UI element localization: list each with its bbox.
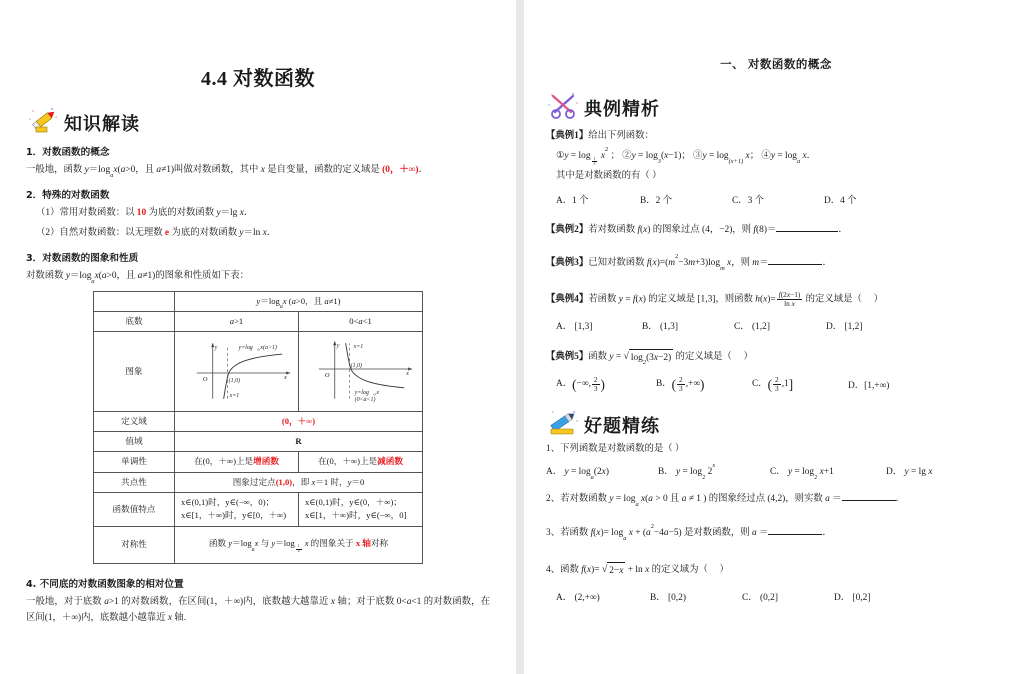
option-c[interactable]: C． (1,2] bbox=[734, 321, 770, 332]
heading-concept: 1．对数函数的概念 bbox=[26, 147, 110, 158]
example-1-items: ①y = log $_{\frac{1}{3}}$ $x^2$ ； ②y = $\log_3(x-1)$； ③y = $\log_{(x+1)} x$； ④y = $\log_a x$． bbox=[556, 145, 817, 166]
graph-increasing bbox=[175, 332, 299, 411]
table-row bbox=[94, 493, 423, 527]
practice-2-num: 2、 bbox=[546, 494, 561, 505]
example-1 bbox=[546, 128, 1006, 146]
answer-blank[interactable] bbox=[776, 223, 838, 232]
svg-text:y=log: y=log bbox=[354, 390, 369, 397]
practice-4-num: 4、 bbox=[546, 564, 561, 575]
answer-blank[interactable] bbox=[768, 526, 822, 535]
table-corner-cell bbox=[94, 291, 175, 311]
practice-1-num: 1、 bbox=[546, 444, 561, 455]
example-5: 【典例5】函数 y = √ $\log_2(3x-2)$ 的定义域是（ ） bbox=[546, 350, 753, 367]
svg-text:x: x bbox=[406, 371, 409, 378]
option-b[interactable]: B． (1,3] bbox=[642, 321, 678, 332]
example-3-tag: 【典例3】 bbox=[546, 258, 589, 269]
svg-text:O: O bbox=[324, 372, 330, 380]
option-c[interactable]: C． $y = \log_2 x+1$ bbox=[770, 467, 834, 481]
svg-text:y: y bbox=[214, 345, 218, 352]
concept-paragraph: 一般地，函数 $y=\log_ax(a>0$，且 a≠1)叫做对数函数，其中 x 是自变量，函数的定义域是 (0，＋∞)． bbox=[26, 165, 428, 179]
knowledge-banner bbox=[26, 105, 490, 135]
common-point-cell: 图象过定点(1,0)，即 x＝1 时，y＝0 bbox=[175, 472, 423, 492]
example-5-tag: 【典例5】 bbox=[546, 351, 589, 362]
option-a[interactable]: A． [1,3] bbox=[556, 321, 593, 332]
example-3: 【典例3】已知对数函数 $f(x)=(m^2-3m+3)\log_m$ x，则 m＝ ． bbox=[546, 253, 832, 273]
option-d[interactable]: D．4 个 bbox=[824, 195, 857, 206]
answer-blank[interactable] bbox=[768, 256, 822, 265]
option-d[interactable]: D． y = lg x bbox=[886, 467, 933, 478]
option-c[interactable]: C．( $\frac{2}{3}$ ,1] bbox=[752, 375, 794, 393]
answer-blank[interactable] bbox=[842, 492, 896, 501]
table-row bbox=[94, 526, 423, 563]
practice-3-num: 3、 bbox=[546, 528, 561, 539]
svg-text:y=log: y=log bbox=[238, 345, 253, 352]
monotonic-left-pre: 在(0，＋∞)上是 bbox=[194, 456, 254, 467]
svg-text:x=1: x=1 bbox=[229, 393, 240, 400]
properties-table bbox=[93, 291, 423, 564]
svg-text:x: x bbox=[376, 390, 380, 397]
heading-special: 2．特殊的对数函数 bbox=[26, 190, 110, 202]
monotonic-right bbox=[299, 452, 423, 472]
domain-value: (0，＋∞) bbox=[382, 165, 419, 175]
monotonic-right-red: 减函数 bbox=[377, 456, 403, 467]
row-label-graph: 图象 bbox=[94, 332, 175, 411]
example-1-question: 其中是对数函数的有（ ） bbox=[556, 170, 662, 181]
practice-1-text: 下列函数是对数函数的是（ ） bbox=[560, 444, 685, 455]
example-5-options bbox=[546, 375, 1006, 393]
monotonic-left bbox=[175, 452, 299, 472]
option-c[interactable]: C． (0,2] bbox=[742, 592, 778, 603]
svg-text:(1,0): (1,0) bbox=[350, 363, 363, 370]
practice-2: 2、若对数函数 $y = \log_a x(a > 0$ 且 a ≠ 1 ) 的图象经过点 (4,2)，则实数 a ＝ ． bbox=[546, 494, 905, 508]
section-title: 一、 对数函数的概念 bbox=[720, 59, 832, 71]
special-item-1: （1）常用对数函数：以 10 为底的对数函数 y＝lg x． bbox=[36, 208, 254, 219]
example-1-options bbox=[546, 192, 1006, 206]
table-row bbox=[94, 291, 423, 311]
symmetry-cell: 函数 $y=\log_ax$ 与 y＝log $_{\frac{1}{a}}$ x 的图象关于 x 轴对称 bbox=[175, 526, 423, 563]
practice-1-options bbox=[546, 462, 1006, 481]
option-b[interactable]: B．2 个 bbox=[640, 195, 673, 206]
value-feature-left bbox=[175, 493, 299, 527]
graph-decreasing bbox=[299, 332, 423, 411]
example-4-options bbox=[546, 318, 1006, 332]
table-row bbox=[94, 332, 423, 411]
option-d[interactable]: D． [1,2] bbox=[826, 321, 863, 332]
table-header-formula: $y=\log_ax$ (a>0，且 a≠1) bbox=[175, 291, 423, 311]
svg-text:(0<a<1): (0<a<1) bbox=[354, 397, 376, 404]
option-a[interactable]: A． (2,+∞) bbox=[556, 592, 600, 603]
value-feature-left-line2: x∈[1，＋∞)时，y∈[0，＋∞) bbox=[181, 510, 287, 521]
page-divider bbox=[516, 0, 524, 674]
row-label-monotonic: 单调性 bbox=[94, 452, 175, 472]
heading-graph-props: 3．对数函数的图象和性质 bbox=[26, 253, 139, 265]
svg-text:a: a bbox=[373, 391, 376, 397]
option-b[interactable]: B． [0,2) bbox=[650, 592, 686, 603]
relative-position-paragraph: 一般地，对于底数 a>1 的对数函数，在区间(1，＋∞)内，底数越大越靠近 x 轴；对于底数 0<a<1 的对数函数，在区间(1，＋∞)内，底数越小越靠近 x 轴. bbox=[26, 596, 490, 624]
option-b[interactable]: B．( $\frac{2}{3}$ ,+∞) bbox=[656, 375, 705, 393]
right-page-column bbox=[524, 0, 1024, 674]
option-a[interactable]: A．(−∞, $\frac{2}{3}$ ) bbox=[556, 375, 605, 393]
svg-text:x: x bbox=[284, 375, 287, 382]
row-label-domain: 定义域 bbox=[94, 411, 175, 431]
table-row bbox=[94, 472, 423, 492]
value-feature-right bbox=[299, 493, 423, 527]
row-label-base: 底数 bbox=[94, 312, 175, 332]
option-d[interactable]: D． [0,2] bbox=[834, 592, 871, 603]
svg-text:x(a>1): x(a>1) bbox=[260, 345, 277, 352]
practice-banner bbox=[546, 407, 1006, 437]
monotonic-right-pre: 在(0，＋∞)上是 bbox=[318, 456, 378, 467]
example-4-tag: 【典例4】 bbox=[546, 294, 589, 305]
table-row bbox=[94, 312, 423, 332]
pencil-eraser-icon bbox=[26, 105, 60, 135]
example-1-text: 给出下列函数： bbox=[588, 131, 654, 141]
monotonic-left-red: 增函数 bbox=[253, 456, 279, 467]
svg-text:y: y bbox=[336, 343, 340, 350]
option-c[interactable]: C．3 个 bbox=[732, 195, 765, 206]
example-1-tag: 【典例1】 bbox=[546, 131, 589, 141]
table-row bbox=[94, 411, 423, 431]
common-point-value: (1,0) bbox=[275, 476, 293, 487]
value-feature-right-line2: x∈[1，＋∞)时，y∈(−∞，0] bbox=[305, 510, 407, 521]
common-point-pre: 图象过定点 bbox=[232, 476, 276, 487]
practice-4-options bbox=[546, 589, 1006, 603]
examples-banner bbox=[546, 90, 1006, 120]
scissors-icon bbox=[546, 90, 580, 120]
row-label-value-feature: 函数值特点 bbox=[94, 493, 175, 527]
practice-3: 3、若函数 $f(x)= \log_a x + (a^2-4a-5)$ 是对数函数，则 a ＝ ． bbox=[546, 523, 832, 542]
range-cell: R bbox=[175, 432, 423, 452]
practice-4: 4、函数 f(x)= √ 2−x + ln x 的定义域为（ ） bbox=[546, 561, 1006, 581]
value-feature-right-line1: x∈(0,1)时，y∈(0，＋∞)； bbox=[305, 497, 402, 507]
value-feature-left-line1: x∈(0,1)时，y∈(−∞，0)； bbox=[181, 497, 275, 507]
row-label-range: 值域 bbox=[94, 432, 175, 452]
option-a[interactable]: A． $y = \log_a(2x)$ bbox=[546, 467, 609, 481]
table-row bbox=[94, 452, 423, 472]
pen-marker-icon bbox=[546, 407, 580, 437]
example-2-tag: 【典例2】 bbox=[546, 224, 589, 235]
example-2: 【典例2】若对数函数 f(x) 的图象过点 (4，−2)，则 f(8)＝ ． bbox=[546, 224, 848, 235]
table-row bbox=[94, 432, 423, 452]
row-label-symmetry: 对称性 bbox=[94, 526, 175, 563]
example-4: 【典例4】若函数 y = f(x) 的定义域是 [1,3]，则函数 h(x)= $\frac{f(2x-1)}{\text{ln x}}$ 的定义域是（ ） bbox=[546, 290, 884, 308]
svg-text:a: a bbox=[257, 347, 260, 353]
special-item-2: （2）自然对数函数：以无理数 e 为底的对数函数 y＝ln x． bbox=[36, 227, 277, 238]
table-lead: 对数函数 $y=\log_ax(a>0$，且 a≠1)的图象和性质如下表： bbox=[26, 271, 250, 286]
base-e: e bbox=[164, 227, 170, 238]
base-ten: 10 bbox=[136, 208, 147, 219]
svg-text:x=1: x=1 bbox=[353, 344, 364, 351]
heading-relative-position: 4. 不同底的对数函数图象的相对位置 bbox=[26, 578, 184, 590]
knowledge-banner-label: 知识解读 bbox=[64, 114, 140, 135]
practice-1 bbox=[546, 441, 1006, 459]
domain-cell: (0，＋∞) bbox=[175, 411, 423, 431]
svg-text:O: O bbox=[202, 376, 208, 384]
symmetry-axis: x 轴 bbox=[355, 538, 371, 549]
base-gt1: a>1 bbox=[175, 312, 299, 332]
option-a[interactable]: A．1 个 bbox=[556, 195, 589, 206]
option-b[interactable]: B． $y = \log_2 2^x$ bbox=[658, 462, 716, 481]
examples-banner-label: 典例精析 bbox=[584, 99, 660, 120]
row-label-common-point: 共点性 bbox=[94, 472, 175, 492]
svg-text:(1,0): (1,0) bbox=[228, 378, 240, 385]
page-title: 4.4 对数函数 bbox=[201, 68, 315, 90]
base-lt1: 0<a<1 bbox=[299, 312, 423, 332]
option-d[interactable]: D．[1,+∞) bbox=[848, 381, 890, 392]
practice-banner-label: 好题精练 bbox=[584, 416, 660, 438]
